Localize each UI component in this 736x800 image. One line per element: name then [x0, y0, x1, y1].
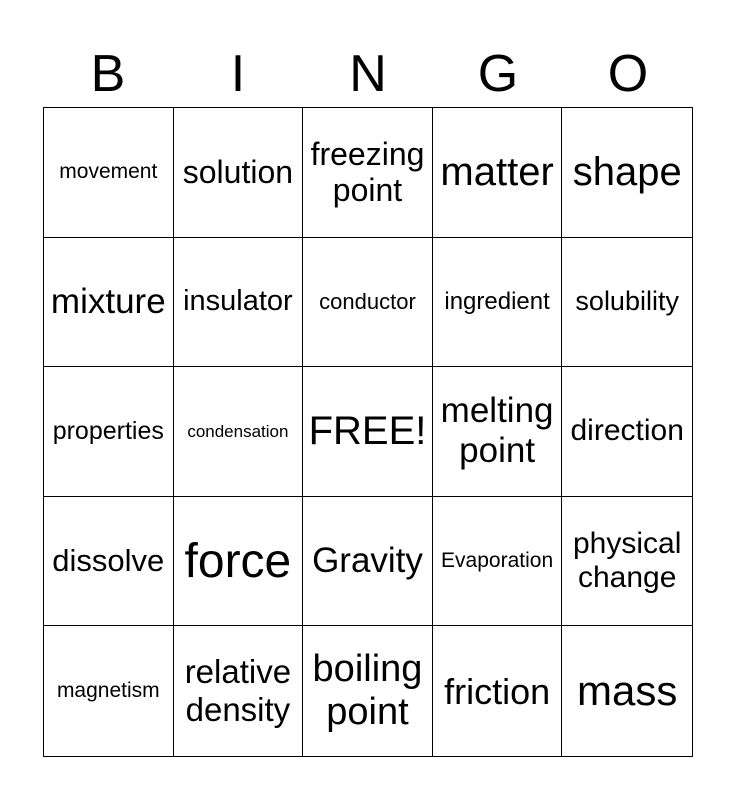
bingo-cell-text: matter [440, 150, 554, 195]
bingo-cell[interactable] [562, 238, 692, 368]
header-letter-g: G [477, 45, 519, 103]
bingo-cell[interactable] [174, 238, 304, 368]
bingo-cell[interactable] [433, 367, 563, 497]
bingo-cell[interactable] [44, 497, 174, 627]
header-letter-b: B [90, 45, 126, 103]
bingo-cell[interactable] [174, 497, 304, 627]
bingo-cell[interactable] [303, 238, 433, 368]
bingo-cell[interactable] [174, 626, 304, 756]
bingo-cell-text: movement [59, 160, 158, 184]
bingo-cell-text: FREE! [308, 409, 427, 454]
bingo-board [43, 107, 693, 757]
bingo-cell[interactable] [303, 108, 433, 238]
bingo-cell[interactable] [174, 367, 304, 497]
header-letter-i: I [230, 45, 246, 103]
bingo-cell-text: condensation [187, 421, 289, 441]
bingo-cell[interactable] [433, 497, 563, 627]
bingo-cell-text: dissolve [52, 543, 165, 579]
bingo-cell[interactable] [303, 367, 433, 497]
bingo-cell-text: relative density [184, 653, 292, 729]
bingo-cell-text: properties [52, 417, 164, 446]
bingo-cell[interactable] [562, 626, 692, 756]
header-letter-o: O [607, 45, 649, 103]
bingo-cell-text: Evaporation [441, 549, 554, 573]
bingo-cell[interactable] [44, 108, 174, 238]
bingo-cell[interactable] [433, 238, 563, 368]
bingo-cell-text: physical change [573, 526, 682, 595]
bingo-cell-text: force [184, 534, 292, 588]
bingo-cell[interactable] [562, 108, 692, 238]
bingo-cell[interactable] [174, 108, 304, 238]
bingo-cell[interactable] [303, 626, 433, 756]
bingo-cell-text: freezing point [310, 135, 425, 209]
header-letter-n: N [349, 45, 387, 103]
bingo-cell-text: shape [572, 150, 682, 195]
bingo-cell[interactable] [433, 626, 563, 756]
bingo-cell[interactable] [44, 626, 174, 756]
bingo-cell[interactable] [562, 497, 692, 627]
bingo-cell[interactable] [562, 367, 692, 497]
bingo-cell-text: boiling point [312, 647, 423, 734]
bingo-cell-text: mixture [50, 281, 166, 321]
bingo-cell-text: mass [577, 667, 678, 715]
bingo-cell[interactable] [433, 108, 563, 238]
bingo-cell[interactable] [303, 497, 433, 627]
bingo-cell-text: direction [570, 414, 684, 448]
bingo-cell-text: melting point [440, 391, 554, 471]
bingo-cell-text: conductor [319, 289, 416, 315]
bingo-cell-text: ingredient [444, 288, 550, 316]
bingo-cell-text: Gravity [312, 540, 423, 580]
bingo-cell-text: friction [444, 670, 551, 712]
bingo-cell-text: solution [182, 153, 294, 190]
bingo-cell-text: insulator [183, 285, 293, 318]
bingo-header [43, 42, 693, 106]
bingo-cell[interactable] [44, 238, 174, 368]
bingo-cell-text: magnetism [56, 679, 160, 703]
bingo-cell[interactable] [44, 367, 174, 497]
bingo-cell-text: solubility [575, 286, 679, 317]
